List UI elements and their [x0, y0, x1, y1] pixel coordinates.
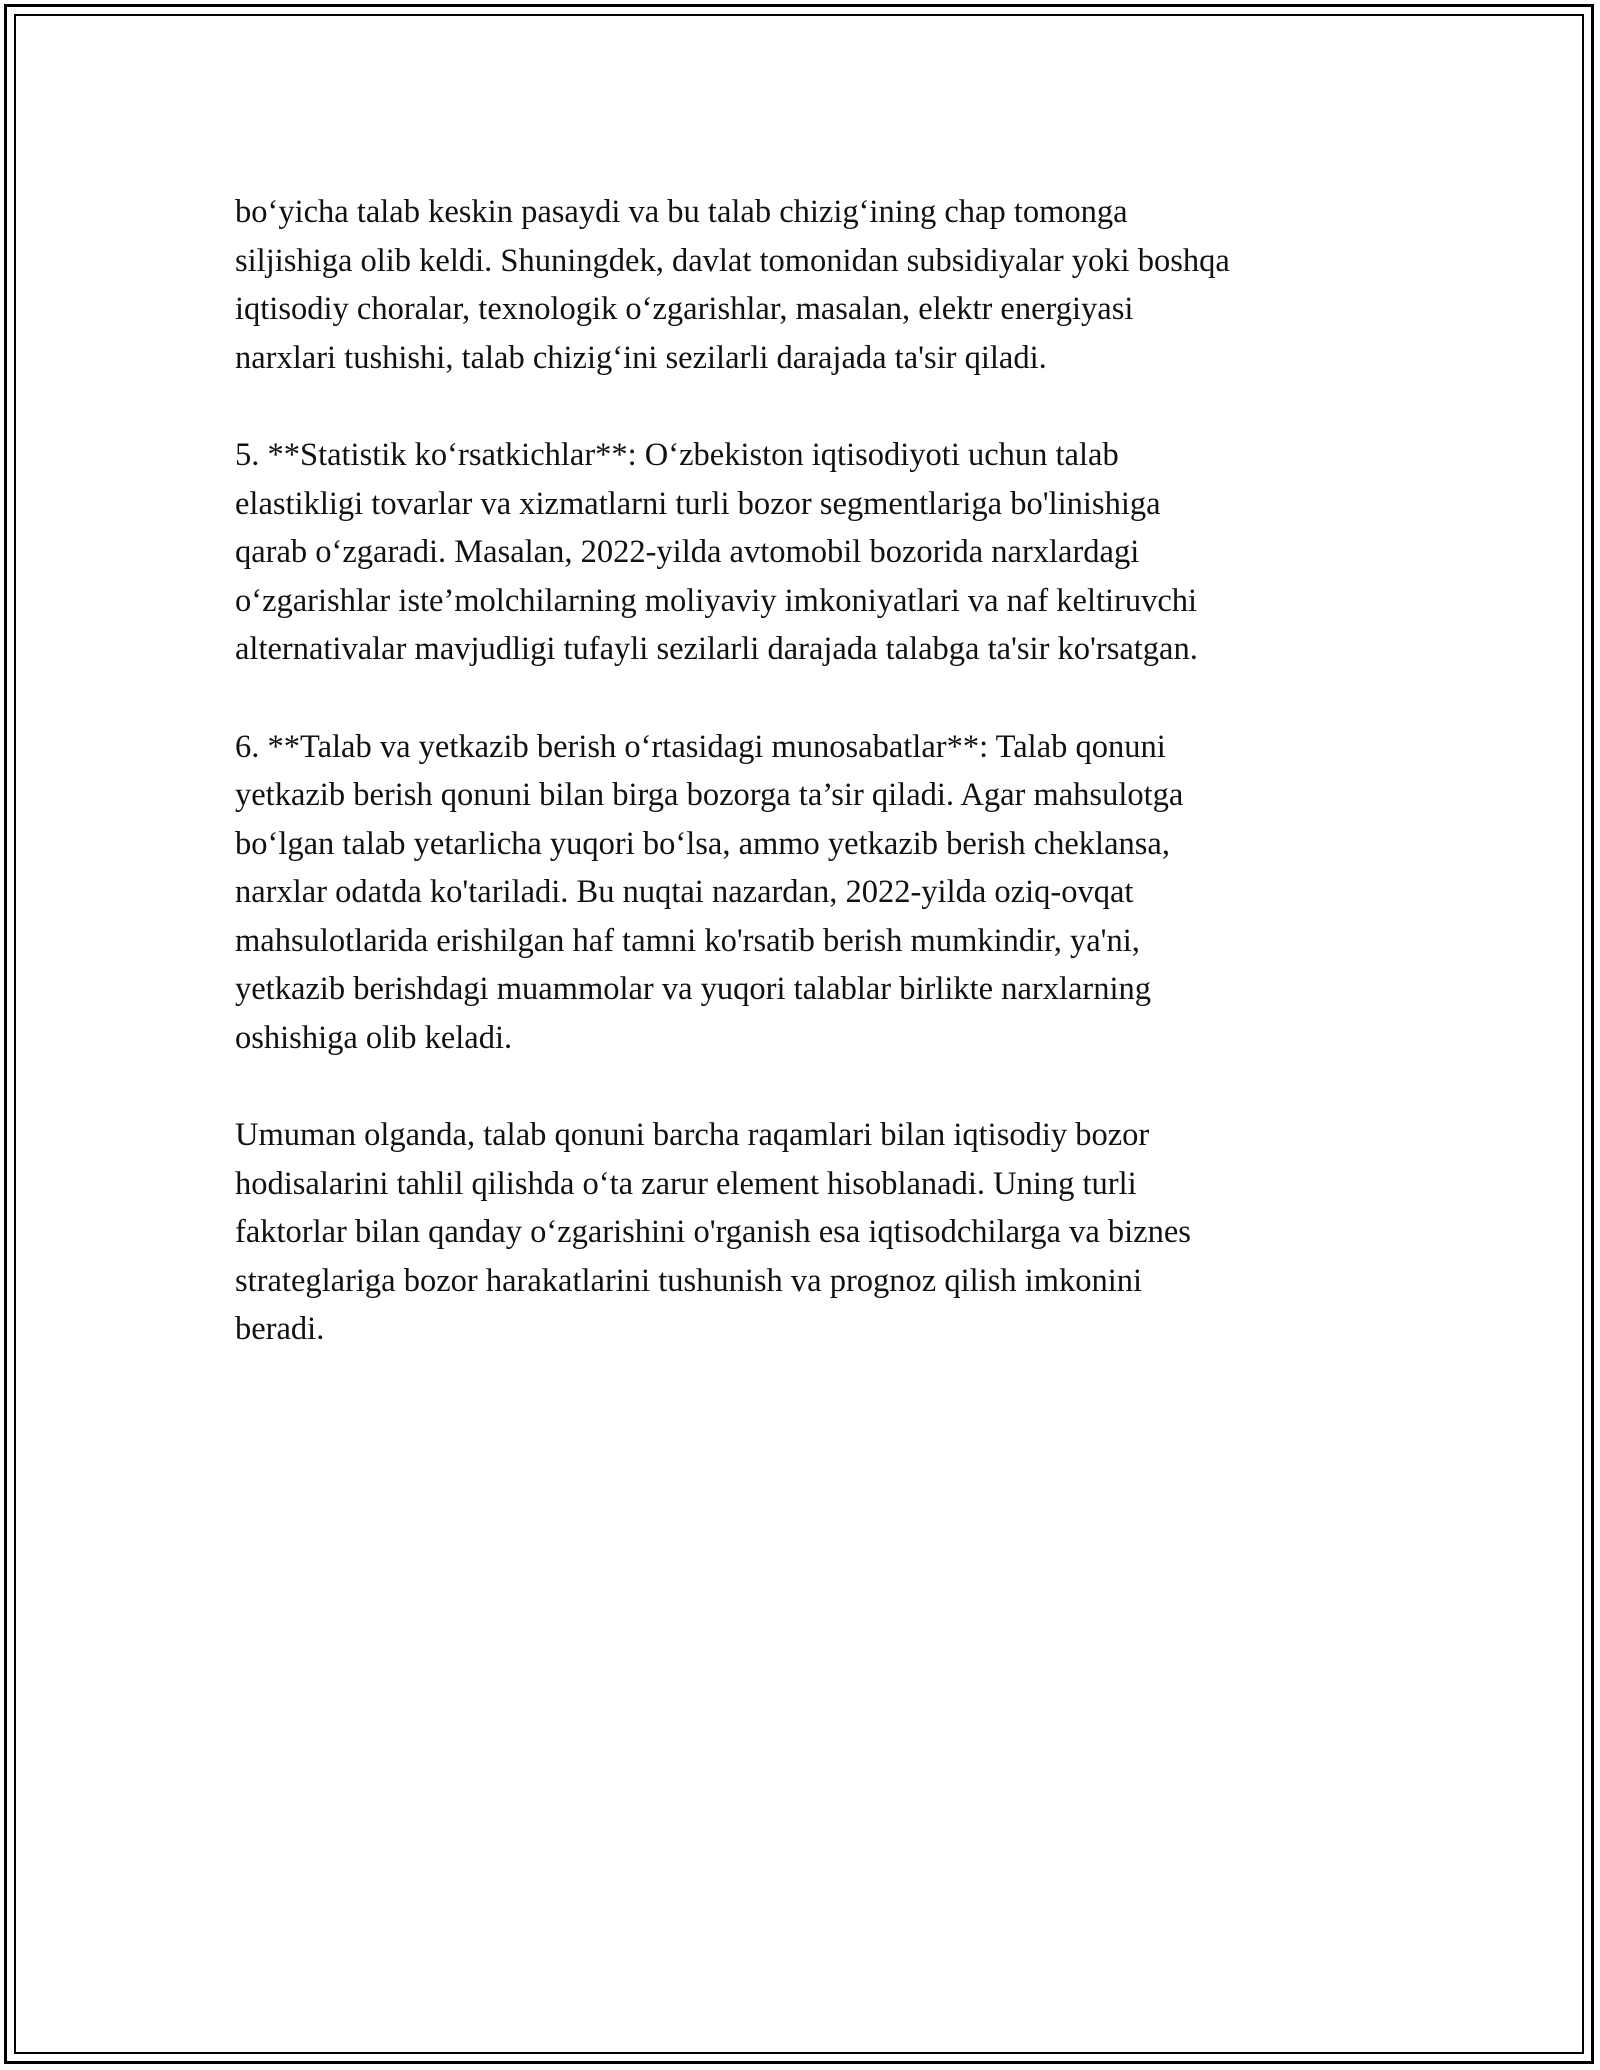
text-line: mahsulotlarida erishilgan haf tamni ko'rsatib berish mumkindir, ya'ni,	[235, 922, 1140, 959]
text-line: bo‘yicha talab keskin pasaydi va bu talab chizig‘ining chap tomonga	[235, 194, 1128, 230]
text-line: alternativalar mavjudligi tufayli sezilarli darajada talabga ta'sir ko'rsatgan.	[235, 631, 1198, 667]
text-line: 5. **Statistik ko‘rsatkichlar**: O‘zbekiston iqtisodiyoti uchun talab	[235, 437, 1119, 473]
text-line: bo‘lgan talab yetarlicha yuqori bo‘lsa, ammo yetkazib berish cheklansa,	[235, 825, 1170, 862]
text-line: Umuman olganda, talab qonuni barcha raqamlari bilan iqtisodiy bozor	[235, 1117, 1150, 1153]
document-body	[235, 188, 1365, 1403]
text-line: 6. **Talab va yetkazib berish o‘rtasidagi munosabatlar**: Talab qonuni	[235, 728, 1166, 765]
text-line: qarab o‘zgaradi. Masalan, 2022-yilda avtomobil bozorida narxlardagi	[235, 534, 1140, 570]
text-line: faktorlar bilan qanday o‘zgarishini o'rganish esa iqtisodchilarga va biznes	[235, 1214, 1191, 1250]
text-line: narxlar odatda ko'tariladi. Bu nuqtai nazardan, 2022-yilda oziq-ovqat	[235, 874, 1134, 910]
text-line: narxlari tushishi, talab chizig‘ini sezilarli darajada ta'sir qiladi.	[235, 339, 1047, 376]
text-line: o‘zgarishlar iste’molchilarning moliyaviy imkoniyatlari va naf keltiruvchi	[235, 582, 1198, 619]
text-line: oshishiga olib keladi.	[235, 1019, 513, 1056]
paragraph-3	[235, 723, 1365, 1063]
text-line: iqtisodiy choralar, texnologik o‘zgarishlar, masalan, elektr energiyasi	[235, 291, 1134, 327]
paragraph-2	[235, 431, 1365, 674]
text-line: yetkazib berishdagi muammolar va yuqori talablar birlikte narxlarning	[235, 971, 1152, 1007]
text-line: beradi.	[235, 1311, 325, 1347]
paragraph-1	[235, 188, 1365, 382]
text-line: elastikligi tovarlar va xizmatlarni turli bozor segmentlariga bo'linishiga	[235, 485, 1161, 522]
paragraph-4	[235, 1111, 1365, 1354]
text-line: strateglariga bozor harakatlarini tushunish va prognoz qilish imkonini	[235, 1262, 1143, 1299]
text-line: hodisalarini tahlil qilishda o‘ta zarur element hisoblanadi. Uning turli	[235, 1165, 1137, 1202]
text-line: yetkazib berish qonuni bilan birga bozorga ta’sir qiladi. Agar mahsulotga	[235, 777, 1184, 813]
text-line: siljishiga olib keldi. Shuningdek, davlat tomonidan subsidiyalar yoki boshqa	[235, 242, 1230, 279]
